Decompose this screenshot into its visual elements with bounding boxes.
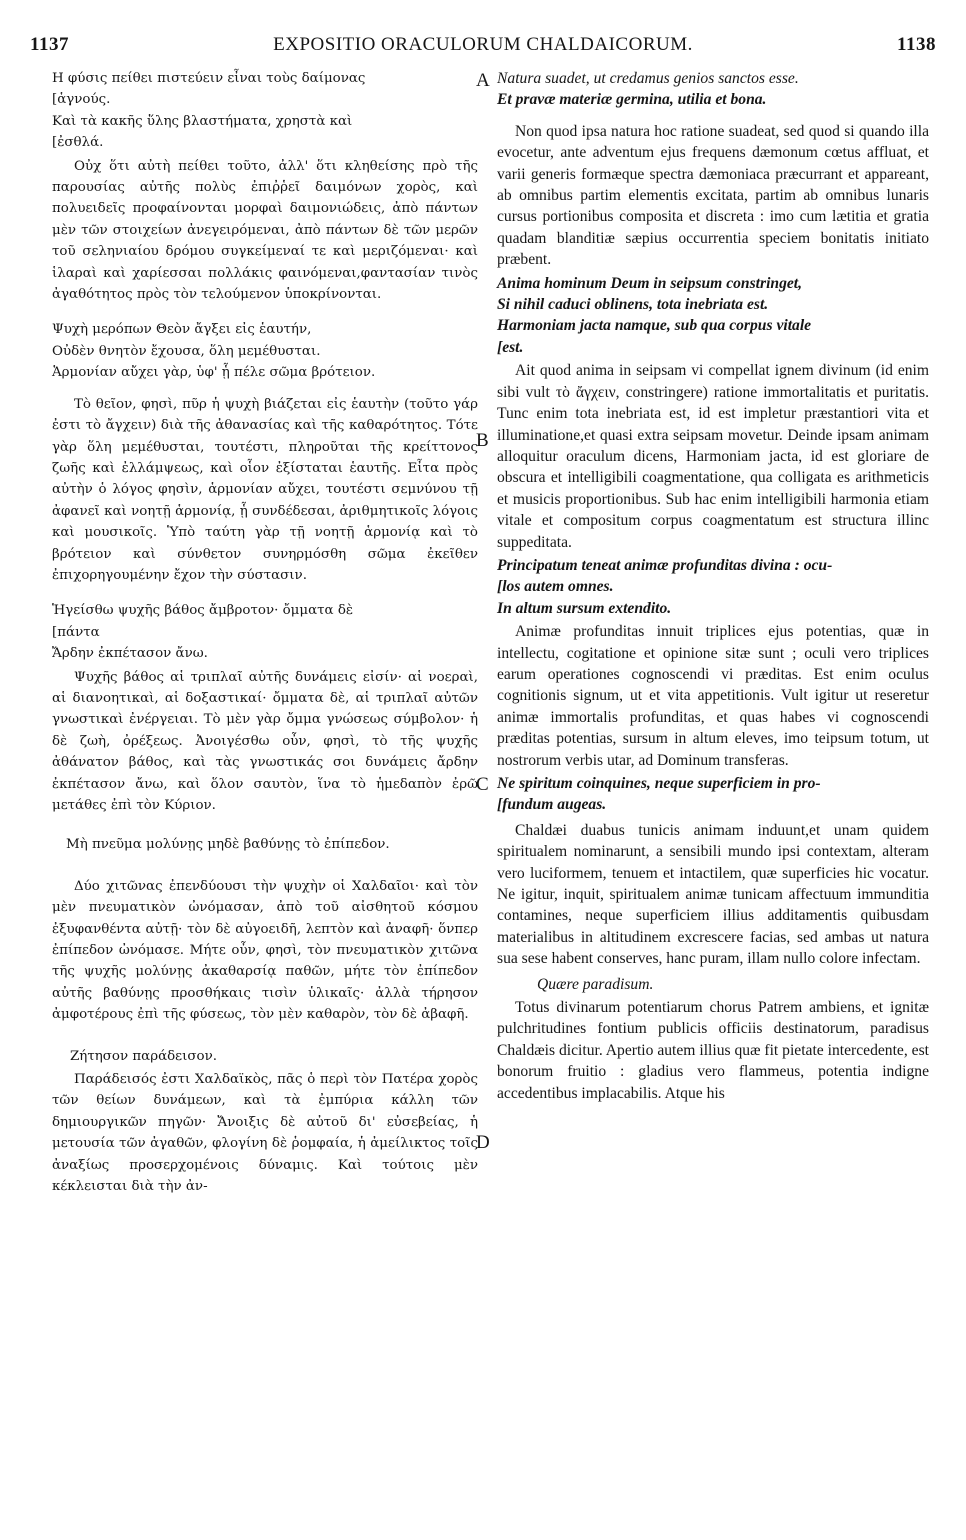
section-marker-c: C: [476, 774, 489, 795]
latin-oracle-verse: Et pravæ materiæ germina, utilia et bona.: [497, 91, 767, 109]
greek-commentary: Οὐχ ὅτι αὐτὴ πείθει τοῦτο, ἀλλ' ὅτι κληθείσης πρὸ τῆς παρουσίας αὐτῆς πολὺς ἐπιῤῥεῖ δαιμόνων χορὸς, καὶ πολυειδεῖς προφαίνονται μορφαὶ δαιμονιώδεις, ἀπὸ πάντων μὲν τῶν στοιχείων ἀνεγειρόμεναι, ἀπὸ πάντων δὲ τῶν μερῶν τοῦ σεληνιαίου δρόμου συγκείμεναί τε καὶ μεριζόμεναι· καὶ ἱλαραὶ καὶ χαρίεσσαι πολλάκις φαινόμεναι,φαντασίαν τινὸς ἀγαθότητος πρὸς τὸν τελούμενον ὑποκρίνονται.: [52, 158, 478, 303]
page-number-right: 1138: [897, 34, 936, 55]
section-marker-a: A: [476, 70, 490, 91]
running-header: [30, 34, 936, 60]
greek-oracle-verse: Ζήτησον παράδεισον.: [70, 1048, 217, 1064]
latin-oracle-verse: Anima hominum Deum in seipsum constringet, Si nihil caduci oblinens, tota inebriata est. Harmoniam jacta namque, sub qua corpus vitale [est.: [497, 274, 812, 356]
greek-commentary: Τὸ θεῖον, φησὶ, πῦρ ἡ ψυχὴ βιάζεται εἰς ἑαυτὴν (τοῦτο γάρ ἐστι τὸ ἄγχειν) διὰ τῆς ἀθανασίας καὶ τῆς καθαρότητος. Τότε γὰρ ὅλη μεμέθυσται, τουτέστι, πληροῦται τῆς κρείττονος ζωῆς καὶ ἐλλάμψεως, καὶ οἷον ἐξίσταται ἑαυτῆς. Εἶτα πρὸς αὐτὴν ὁ λόγος φησὶν, ἁρμονίαν αὔχει, τουτέστι σεμνύνου τῇ ἀφανεῖ καὶ νοητῇ ἁρμονίᾳ, ᾗ συνδέδεσαι, ἀριθμητικοῖς λόγοις καὶ μουσικοῖς. Ὑπὸ ταύτη γὰρ τῇ νοητῇ ἁρμονίᾳ καὶ τὸ βρότειον καὶ σύνθετον συνηρμόσθη σῶμα ἐκεῖθεν ἐπιχορηγουμένην ἔχον τὴν σύστασιν.: [52, 396, 478, 583]
latin-oracle-verse: Quære paradisum.: [537, 975, 654, 993]
running-title: EXPOSITIO ORACULORUM CHALDAICORUM.: [273, 34, 693, 55]
section-marker-b: B: [476, 430, 489, 451]
latin-commentary: Animæ profunditas innuit triplices ejus potentias, quæ in intellectu, cogitatione et opinione sitæ sunt ; oculi vero triplices earum operationes cognoscendi vi præditas. Est enim oculus cognitionis signum, ut et vita appetitionis. Vult igitur ut reseretur animæ immortalis profunditas, et quas habes vi cognoscendi præditas potentias, sursum in altum eleves, imo teipsum totum, ut nostrorum verbis utar, ad Dominum transferas.: [497, 623, 929, 769]
greek-oracle-verse: Μὴ πνεῦμα μολύνῃς μηδὲ βαθύνῃς τὸ ἐπίπεδον.: [66, 837, 390, 853]
latin-column: [497, 68, 929, 1104]
page-number-left: 1137: [30, 34, 69, 55]
greek-commentary: Παράδεισός ἐστι Χαλδαϊκὸς, πᾶς ὁ περὶ τὸν Πατέρα χορὸς τῶν θείων δυνάμεων, καὶ τὰ ἐμπύρια κάλλη τῶν δημιουργικῶν πηγῶν· Ἄνοιξις δὲ αὐτοῦ δι' εὐσεβείας, ἡ μετουσία τῶν ἀγαθῶν, φλογίνη δὲ ῥομφαία, ἡ ἀμείλικτος τοῖς ἀναξίως προσερχομένοις δύναμις. Καὶ τούτοις μὲν κέκλεισται διὰ τὴν ἀν-: [52, 1072, 478, 1195]
greek-oracle-verse: Η φύσις πείθει πιστεύειν εἶναι τοὺς δαίμονας [ἁγνούς. Καὶ τὰ κακῆς ὕλης βλαστήματα, χρηστὰ καὶ [ἐσθλά.: [52, 71, 366, 151]
greek-oracle-verse: Ἡγείσθω ψυχῆς βάθος ἄμβροτον· ὄμματα δὲ [πάντα Ἄρδην ἐκπέτασον ἄνω.: [52, 603, 354, 662]
latin-commentary: Ait quod anima in seipsam vi compellat ignem divinum (id enim sibi vult τὸ ἄγχειν, constringere) ratione immortalitatis et puritatis. Tunc enim tota inebriata est, id est impletur præstantiori vita et illuminatione,et quasi extra seipsam movetur. Deinde ipsam animam alloquitur oraculum dicens, Harmoniam jacta, id est gloriare de obscura et intelligibili coagmentatione, qua colligata es arithmeticis et musicis proportionibus. Sub hac enim intelligibili harmonia etiam vitale et compositum corpus coagmentatum est structura illinc suppeditata.: [497, 362, 929, 551]
latin-oracle-verse: Principatum teneat animæ profunditas divina : ocu- [los autem omnes. In altum sursum extendito.: [497, 556, 833, 617]
latin-commentary: Chaldæi duabus tunicis animam induunt,et unam quidem spiritualem nominarunt, a sensibili mundo ipsi contextam, alteram vero luciformem, tenuem et intactilem, quæ superficies hic vocatur. Ne igitur, inquit, spiritualem animæ tunicam affectuum immunditia contamines, neque superficiem illius additamentis quibusdam materialibus in altitudinem excrescere facias, sed ambas ut natura sua sese habent conserves, hanc puram, illam nullo colore infectam.: [497, 821, 929, 968]
greek-oracle-verse: Ψυχὴ μερόπων Θεὸν ἄγξει εἰς ἑαυτήν, Οὐδὲν θνητὸν ἔχουσα, ὅλη μεμέθυσται. Ἁρμονίαν αὔχει γὰρ, ὑφ' ᾗ πέλε σῶμα βρότειον.: [52, 322, 376, 381]
latin-oracle-verse: Natura suadet, ut credamus genios sanctos esse.: [497, 70, 799, 87]
section-marker-d: D: [476, 1132, 490, 1153]
greek-commentary: Ψυχῆς βάθος αἱ τριπλαῖ αὐτῆς δυνάμεις εἰσίν· αἱ νοεραὶ, αἱ διανοητικαὶ, αἱ δοξαστικαί· ὄμματα δὲ, αἱ τριπλαῖ αὐτῶν γνωστικαὶ ἐνέργειαι. Τὸ μὲν γὰρ ὄμμα γνώσεως σύμβολον· ἡ δὲ ζωὴ, ὀρέξεως. Ἀνοιγέσθω οὖν, φησὶ, τὸ τῆς ψυχῆς ἀθάνατον βάθος, καὶ τὰς γνωστικάς σοι δυνάμεις ἄρδην ἐκπέτασον ἄνω, καὶ ὅλον σαυτὸν, ἵνα τὸ ἡμεδαπὸν ἐρῶ μετάθες ἐπὶ τὸν Κύριον.: [52, 669, 478, 813]
greek-column: [52, 68, 478, 1198]
latin-oracle-verse: Ne spiritum coinquines, neque superficiem in pro- [fundum augeas.: [497, 775, 821, 814]
latin-commentary: Totus divinarum potentiarum chorus Patrem ambiens, et ignitæ pulchritudines fontium publicis officiis destinatorum, paradisus Chaldæis dicitur. Apertio autem illius quæ fit pietate intercedente, est bonorum fruitio : gladius vero flammeus, potentia indigne accedentibus implacabilis. Atque his: [497, 999, 929, 1102]
latin-commentary: Non quod ipsa natura hoc ratione suadeat, sed quod si quando illa evocetur, ante adventum ejus frequens dæmonum cœtus affluat, et varii generis formæque spectra dæmoniaca præcurrant et appareant, ab omnibus partim elementis excitata, partim ab omnibus lunaris cursus portionibus composita et discreta : imo cum lætitia et gratia quadam blanditiæ sæpius occurrentia speciem bonitatis initiato præbent.: [497, 122, 929, 269]
greek-commentary: Δύο χιτῶνας ἐπενδύουσι τὴν ψυχὴν οἱ Χαλδαῖοι· καὶ τὸν μὲν πνευματικὸν ὠνόμασαν, ἀπὸ τοῦ αἰσθητοῦ κόσμου ἐξυφανθέντα αὐτῇ· τὸν δὲ αὐγοειδῆ, λεπτὸν καὶ ἀναφῆ· ὅνπερ ἐπίπεδον ὠνόμασε. Μήτε οὖν, φησὶ, τὸν πνευματικὸν χιτῶνα τῆς ψυχῆς μολύνῃς ἀκαθαρσίᾳ παθῶν, μήτε τὸν ἐπίπεδον αὐτῆς βαθύνῃς προσθήκαις τισὶν ὑλικαῖς· ἀλλὰ τήρησον ἀμφοτέρους ἐπὶ τῆς φύσεως, τὸν μὲν καθαρὸν, τὸν δὲ ἀβαφῆ.: [52, 878, 478, 1023]
